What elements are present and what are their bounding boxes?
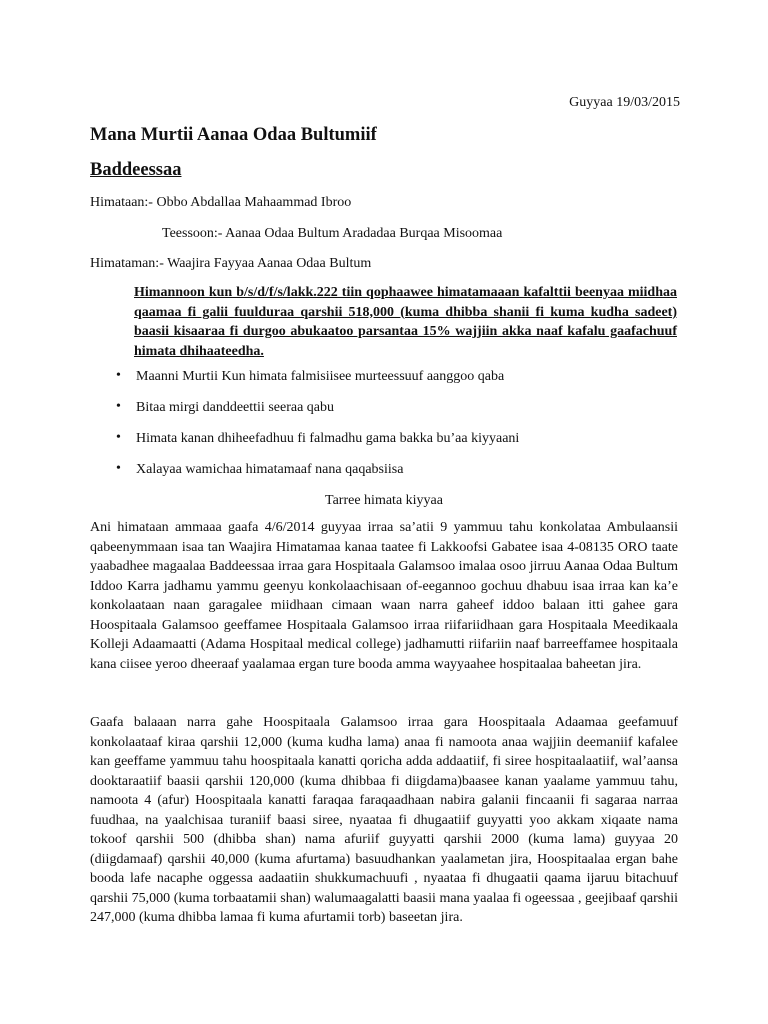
court-title: Mana Murtii Aanaa Odaa Bultumiif — [90, 125, 377, 145]
section-heading: Tarree himata kiyyaa — [325, 493, 443, 508]
bullet-list — [116, 369, 519, 493]
paragraph-1: Ani himataan ammaaa gaafa 4/6/2014 guyyaa irraa sa’atii 9 yammuu tahu konkolataa Ambulaansii qabeenymmaan isaa tan Waajira Himatamaa kanaa taatee fi Lakkoofsi Gabatee isaa 4-08135 ORO taate yaabadhee magaalaa Baddeessaa irraa gara Hospitaala Galamsoo imalaa osoo jirruu Aanaa Odaa Bultum Iddoo Karra jadhamu yammu geenyu konkolaachisaan of-eegannoo gochuu dhabuu isaa irraa kan ka’e konkolaataan naan garagalee miidhaan cimaan waan narra gaheef iddoo balaan itti gahee gara Hoospitaala Galamsoo geeffamee Hospitaala Galamsoo irraa riifariidhaan gara Hospitaala Meedikaala Kolleji Adaamaatti (Adama Hospitaal medical college) jadhamutti riifariin naaf barreeffamee hospitaala kana ciisee yeroo dheeraaf yaalamaa ergan ture booda amma wayyaahee hospitaalaa baheetan jira. — [90, 520, 678, 672]
bullet-item: • Maanni Murtii Kun himata falmisiisee murteessuuf aanggoo qaba — [116, 369, 519, 400]
defendant-line: Himataman:- Waajira Fayyaa Aanaa Odaa Bultum — [90, 256, 372, 271]
claim-summary: Himannoon kun b/s/d/f/s/lakk.222 tiin qophaawee himatamaaan kafalttii beenyaa miidhaa qaamaa fi galii fuulduraa qarshii 518,000 (kuma dhibba shanii fi kuma kudha sadeet) baasii kisaaraa fi durgoo abukaatoo parsantaa 15% wajjiin akka naaf kafalu gaafachuuf himata dhihaateedha. — [134, 285, 677, 359]
document-date: Guyyaa 19/03/2015 — [569, 95, 680, 110]
bullet-item: • Himata kanan dhiheefadhuu fi falmadhu gama bakka bu’aa kiyyaani — [116, 431, 519, 462]
bullet-item: • Xalayaa wamichaa himatamaaf nana qaqabsiisa — [116, 462, 519, 493]
paragraph-2: Gaafa balaaan narra gahe Hoospitaala Galamsoo irraa gara Hoospitaala Adaamaa geefamuuf konkolaataaf kiraa qarshii 12,000 (kuma kudha lama) anaa fi namoota anaa wajjiin deemaniif kafalee kan geeffame yammuu tahu hoospitaala kanatti qoricha adda addaatiif, fi siree hospitaalaatiif, wal’aansa dooktaraatiif baasii qarshii 120,000 (kuma dhibbaa fi diigdama)baasee kanan yaalame yammuu tahu, namoota 4 (afur) Hoospitaala kanatti faraqaa faraqaadhaan nabira galanii fincaanii fi sagaraa narraa fuudhaa, na yaalchisaa turaniif baasi siree, nyaataa fi dhugaatiif guyyatti yoo akkam xiqaate nama tokoof qarshii 500 (dhibba shan) nama afuriif guyyatti qarshii 2000 (kuma lama) guyyaa 20 (diigdamaaf) qarshii 40,000 (kuma afurtama) basuudhankan yaalametan jira, Hoospitaalaa ergan bahe booda lafe nacaphe oggessa aadaatiin shukkumachuufi , nyaataa fi dhugaatii qaama ijaruu bitachuuf qarshii 75,000 (kuma torbaatamii shan) walumaagalatti baasii mana yaalaa fi ogeessaa , geejibaaf qarshii 247,000 (kuma dhibba lamaa fi kuma afurtamii torb) baseetan jira. — [90, 715, 678, 925]
bullet-item: • Bitaa mirgi danddeettii seeraa qabu — [116, 400, 519, 431]
plaintiff-line: Himataan:- Obbo Abdallaa Mahaammad Ibroo — [90, 195, 352, 210]
address-line: Teessoon:- Aanaa Odaa Bultum Aradadaa Burqaa Misoomaa — [162, 226, 503, 241]
salutation-heading: Baddeessaa — [90, 160, 182, 180]
